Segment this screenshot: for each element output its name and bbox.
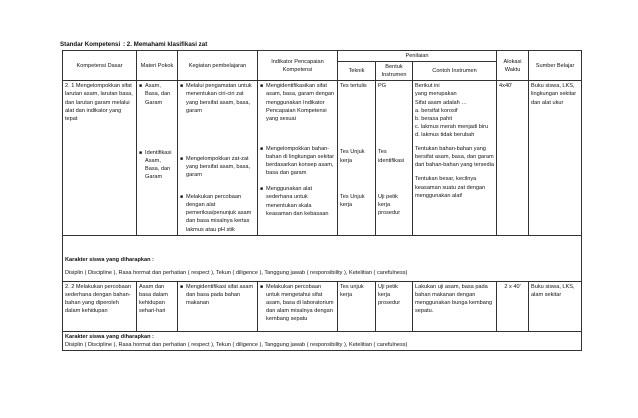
bullet-icon: ■ xyxy=(139,83,143,90)
header-sumber: Sumber Belajar xyxy=(529,51,582,81)
karakter-row xyxy=(63,235,582,281)
kd-cell: 2. 1 Mengelompokkan sifat larutan asam, larutan basa, dan larutan garam melalui alat dan indikator yang tepat xyxy=(63,81,137,235)
bentuk-cell: PG Tes identifikasi Uji petik kerja prosedur xyxy=(376,81,413,235)
table-row xyxy=(63,281,582,331)
karakter-line: Disiplin ( Discipline ), Rasa hormat dan perhatian ( respect ), Tekun ( diligence ), Tanggung jawab ( responsibility ), Ketelitian ( carefulness) xyxy=(65,269,408,276)
bentuk-cell: Uji petik kerja prosedur xyxy=(376,281,413,331)
bullet-icon: ■ xyxy=(180,83,184,90)
header-materi-pokok: Materi Pokok xyxy=(137,51,178,81)
indikator-cell: ■ Melakukan percobaan untuk mengetahui sifat asam, basa di laboratorium dan alam misalnya dengan kembang sepatu xyxy=(258,281,338,331)
bullet-icon: ■ xyxy=(260,83,264,90)
contoh-cell: Berikut ini yang merupakan Sifat asam adalah … a. bersifat korosif b. berasa pahit c. lakmus merah menjadi biru d. lakmus tidak berubah Tentukan bahan-bahan yang bersifat asam, basa, dan garam dari bahan-bahan yang tersedia Tentukan besar, kecilnya keasaman suatu zat dengan menggunakan alat! xyxy=(413,81,497,235)
syllabus-table xyxy=(62,50,582,351)
kd-cell: 2. 2 Melakukan percobaan sederhana dengan bahan-bahan yang diperoleh dalam kehidupan xyxy=(63,281,137,331)
header-row-1 xyxy=(63,51,582,62)
bullet-icon: ■ xyxy=(180,194,184,201)
header-alokasi: Alokasi Waktu xyxy=(497,51,529,81)
kegiatan-cell: ■ Melalui pengamatan untuk menentukan ciri-ciri zat yang bersifat asam, basa, garam ■ Mengelompokkan zat-zat yang bersifat asam, basa, garam ■ Melakukan percobaan dengan alat pemeriksa/penunjuk asam dan basa misalnya kertas lakmus atau pH stik xyxy=(178,81,258,235)
bullet-icon: ■ xyxy=(260,145,264,152)
indikator-cell: ■ Mengidentifikasikan sifat asam, basa, garam dengan menggunakan Indikator Pencapaian Kompetensi yang sesuai ■ Mengelompokkan bahan-bahan di lingkungan sekitar berdasarkan konsep asam, basa dan garam ■ Menggunakan alat sederhana untuk menentukan skala keasaman dan kebasaan xyxy=(258,81,338,235)
header-bentuk: Bentuk Instrumen xyxy=(376,62,413,81)
standar-kompetensi xyxy=(60,41,207,48)
standar-label: Standar Kompetensi xyxy=(60,41,121,48)
teknik-cell: Tes unjuk kerja xyxy=(338,281,376,331)
standar-value: : 2. Memahami klasifikasi zat xyxy=(123,41,208,48)
header-teknik: Teknik xyxy=(338,62,376,81)
sumber-cell: Buku siswa, LKS, alam sekitar xyxy=(529,281,582,331)
header-contoh: Contoh Instrumen xyxy=(413,62,497,81)
materi-cell: Asam dan basa dalam kehidupan sehari-hari xyxy=(137,281,178,331)
header-indikator: Indikator Pencapaian Kompetensi xyxy=(258,51,338,81)
contoh-cell: Lakukan uji asam, basa pada bahan makanan dengan menggunakan bunga kembang sepatu. xyxy=(413,281,497,331)
bullet-icon: ■ xyxy=(260,283,264,290)
header-kegiatan: Kegiatan pembelajaran xyxy=(178,51,258,81)
kegiatan-cell: ■ Mengidentifikasi sifat asam dan basa pada bahan makanan xyxy=(178,281,258,331)
karakter-title: Karakter siswa yang diharapkan : xyxy=(65,333,154,340)
header-kompetensi-dasar: Kompetensi Dasar xyxy=(63,51,137,81)
teknik-cell: Tes tertulis Tes Unjuk kerja Tes Unjuk kerja xyxy=(338,81,376,235)
materi-cell: ■ Asam, Basa, dan Garam ■ Identifikasi Asam, Basa, dan Garam xyxy=(137,81,178,235)
alokasi-cell: 2 x 40' xyxy=(497,281,529,331)
bullet-icon: ■ xyxy=(180,283,184,290)
sumber-cell: Buku siswa, LKS, lingkungan sekitar dan alat ukur xyxy=(529,81,582,235)
table-row xyxy=(63,81,582,235)
bullet-icon: ■ xyxy=(260,186,264,193)
alokasi-cell: 4x40' xyxy=(497,81,529,235)
bullet-icon: ■ xyxy=(180,155,184,162)
karakter-title: Karakter siswa yang diharapkan : xyxy=(65,256,154,263)
header-penilaian: Penilaian xyxy=(338,51,497,62)
karakter-row xyxy=(63,331,582,350)
bullet-icon: ■ xyxy=(139,149,143,156)
karakter-line: Disiplin ( Discipline ), Rasa hormat dan perhatian ( respect ), Tekun ( diligence ), Tanggung jawab ( responsibility ), Ketelitian ( carefulness) xyxy=(65,341,408,348)
